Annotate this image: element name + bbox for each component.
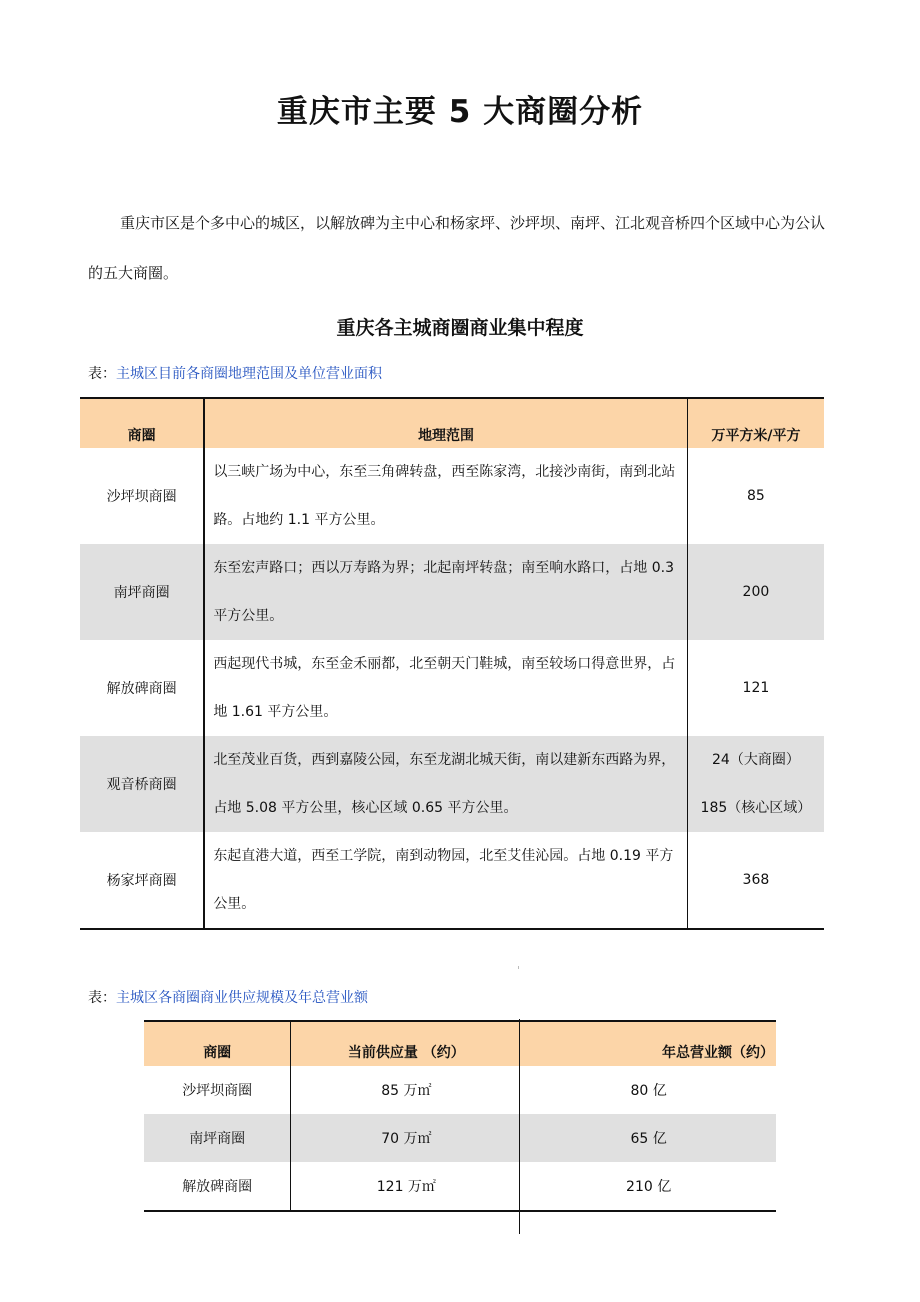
district-name: 南坪商圈: [144, 1114, 291, 1162]
supply-revenue-table: [144, 1020, 776, 1212]
district-revenue: 80 亿: [630, 1083, 667, 1099]
district-name: 南坪商圈: [80, 544, 204, 640]
table-row: [144, 1162, 776, 1211]
district-range: 西起现代书城，东至金禾丽都，北至朝天门鞋城，南至较场口得意世界，占地 1.61 平方公里。: [204, 640, 687, 736]
district-range: 北至茂业百货，西到嘉陵公园，东至龙湖北城天街，南以建新东西路为界，占地 5.08 平方公里，核心区域 0.65 平方公里。: [204, 736, 687, 832]
table-row: [80, 736, 824, 832]
table-row: [144, 1114, 776, 1162]
district-area: 368: [742, 872, 770, 888]
column-divider: [519, 1019, 520, 1234]
header-range: 地理范围: [204, 398, 687, 448]
table-row: [80, 544, 824, 640]
table-row: [80, 640, 824, 736]
district-name: 解放碑商圈: [144, 1162, 291, 1211]
table-row: [144, 1066, 776, 1114]
district-area: 200: [687, 544, 824, 640]
header-district: 商圈: [144, 1021, 291, 1066]
district-name: 沙坪坝商圈: [144, 1066, 291, 1114]
table-header-row: [80, 398, 824, 448]
page-title: 重庆市主要 5 大商圈分析: [276, 94, 644, 130]
table-row: [80, 832, 824, 929]
district-name: 观音桥商圈: [80, 736, 204, 832]
district-supply: 70 万㎡: [291, 1114, 521, 1162]
district-revenue: 65 亿: [521, 1114, 776, 1162]
district-area: 121: [742, 680, 770, 696]
district-supply: 85 万㎡: [381, 1083, 432, 1099]
table1-caption: [88, 363, 382, 383]
table-header-row: [144, 1021, 776, 1066]
district-range: 东起直港大道，西至工学院，南到动物园，北至艾佳沁园。占地 0.19 平方公里。: [204, 832, 687, 929]
table1-caption-text: 主城区目前各商圈地理范围及单位营业面积: [116, 366, 382, 382]
section-title: 重庆各主城商圈商业集中程度: [336, 317, 584, 339]
district-name: 杨家坪商圈: [80, 832, 204, 929]
district-area: [687, 736, 824, 832]
table1-caption-prefix: 表：: [88, 366, 116, 382]
table2-caption-text: 主城区各商圈商业供应规模及年总营业额: [116, 990, 368, 1006]
faint-mark: [518, 966, 519, 969]
district-name: 沙坪坝商圈: [80, 448, 204, 544]
intro-paragraph: 重庆市区是个多中心的城区，以解放碑为主中心和杨家坪、沙坪坝、南坪、江北观音桥四个区域中心为公认的五大商圈。: [88, 214, 826, 282]
district-area: 85: [747, 488, 765, 504]
district-area-secondary: 185（核心区域）: [700, 800, 812, 816]
header-area: 万平方米/平方: [687, 398, 824, 448]
district-supply: 121 万㎡: [376, 1179, 436, 1195]
district-name: 解放碑商圈: [80, 640, 204, 736]
table-row: [80, 448, 824, 544]
district-range-table: [80, 397, 824, 930]
district-area-primary: 24（大商圈）: [712, 752, 800, 768]
district-revenue: 210 亿: [626, 1179, 672, 1195]
header-supply: 当前供应量 （约）: [291, 1021, 521, 1066]
table2-caption: [88, 987, 368, 1007]
table2-caption-prefix: 表：: [88, 990, 116, 1006]
header-revenue: 年总营业额（约）: [521, 1021, 776, 1066]
district-range: 东至宏声路口；西以万寿路为界；北起南坪转盘；南至响水路口，占地 0.3 平方公里。: [204, 544, 687, 640]
district-range: 以三峡广场为中心，东至三角碑转盘，西至陈家湾，北接沙南街，南到北站路。占地约 1.1 平方公里。: [204, 448, 687, 544]
header-district: 商圈: [80, 398, 204, 448]
